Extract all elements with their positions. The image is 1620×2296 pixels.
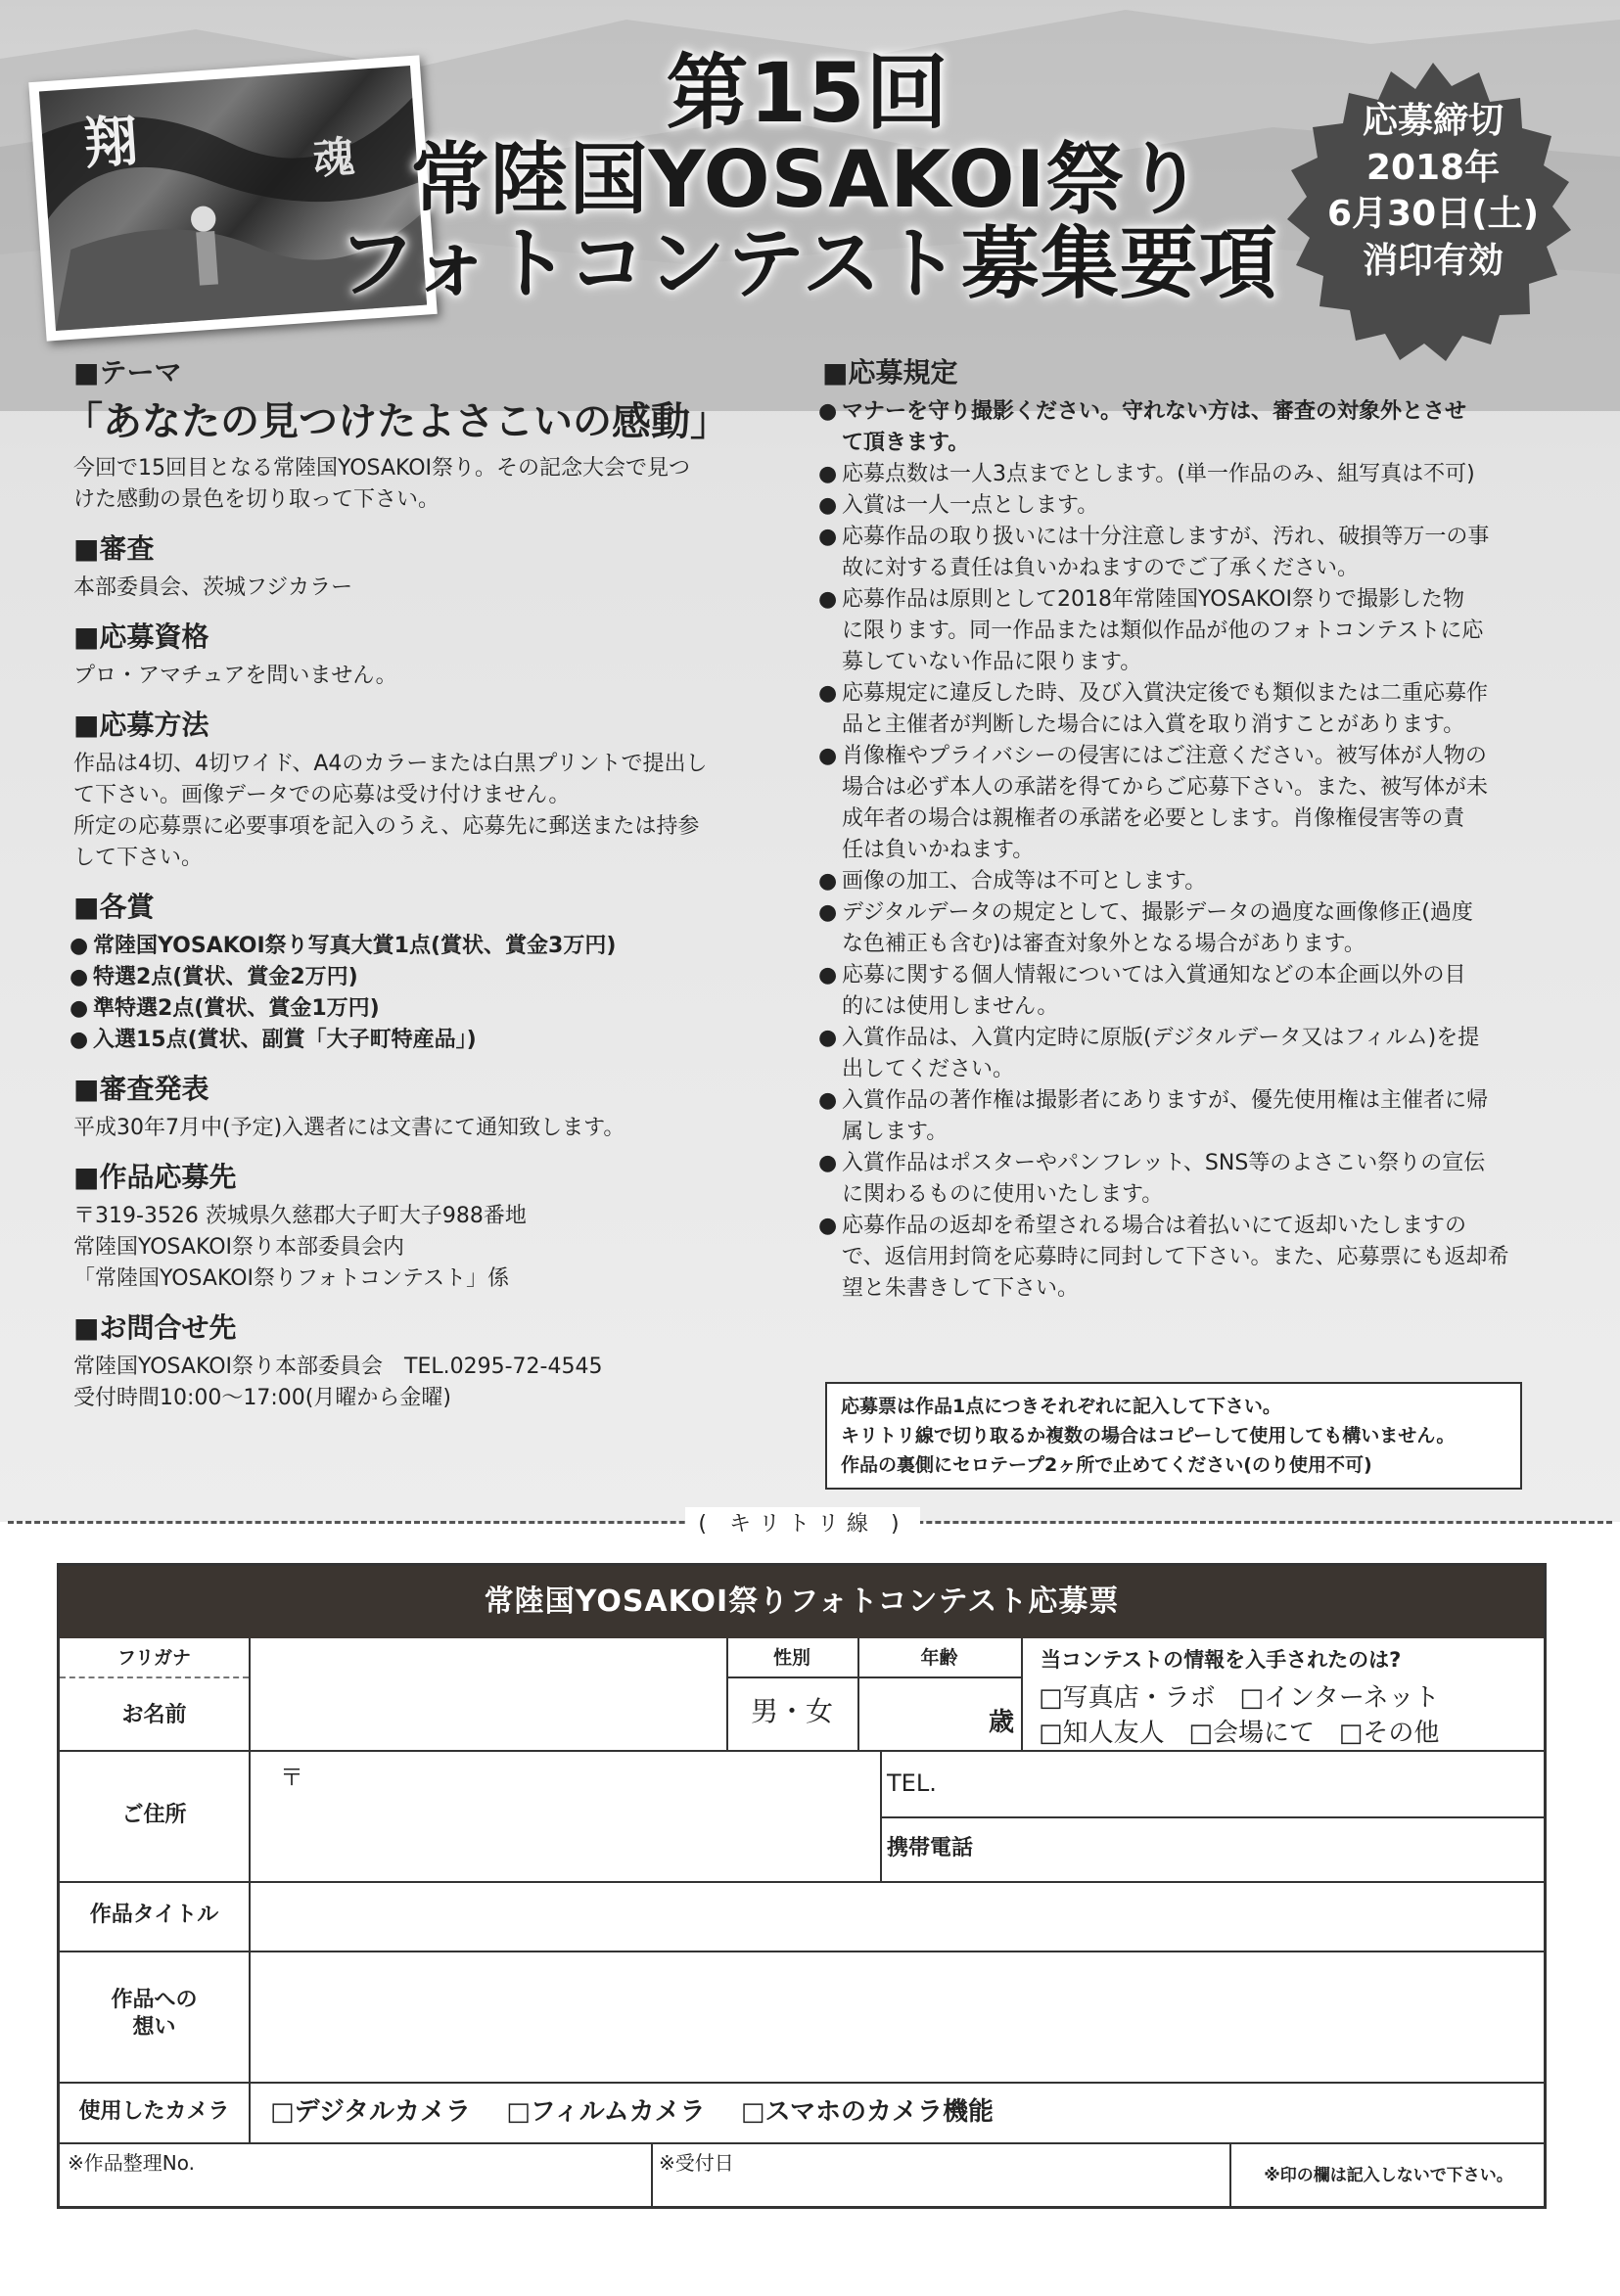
entry-note-box: 応募票は作品1点につきそれぞれに記入して下さい。 キリトリ線で切り取るか複数の場合はコピーして使用しても構いません。 作品の裏側にセロテープ2ヶ所で止めてください(のり使用不可) — [825, 1382, 1522, 1490]
page-title — [294, 45, 1321, 310]
admin-number-field: ※作品整理No. — [68, 2151, 195, 2175]
thoughts-field[interactable] — [251, 1952, 1543, 2080]
list-item: ● デジタルデータの規定として、撮影データの過度な画像修正(過度 な色補正も含む)は審査対象外となる場合があります。 — [822, 897, 1537, 960]
cut-line-label: ( キリトリ線 ) — [685, 1507, 920, 1538]
camera-smartphone-checkbox[interactable]: □スマホのカメラ機能 — [740, 2097, 994, 2127]
source-friend-checkbox[interactable]: □知人友人 — [1039, 1719, 1165, 1748]
rules-list — [822, 396, 1537, 1305]
received-date-field: ※受付日 — [659, 2151, 734, 2175]
cut-line — [0, 1507, 1620, 1537]
gender-select[interactable]: 男・女 — [750, 1695, 833, 1727]
work-title-field[interactable] — [251, 1883, 1543, 1949]
tel-field[interactable] — [887, 1752, 1543, 1814]
mobile-label: 携帯電話 — [887, 1836, 974, 1860]
list-item: ● 入選15点(賞状、副賞「大子町特産品」) — [73, 1025, 778, 1056]
age-field[interactable] — [857, 1683, 1014, 1742]
work-title-label: 作品タイトル — [89, 1903, 219, 1927]
mobile-field[interactable] — [887, 1818, 1543, 1879]
source-venue-checkbox[interactable]: □会場にて — [1188, 1719, 1315, 1748]
camera-label: 使用したカメラ — [78, 2099, 230, 2124]
address-label: ご住所 — [121, 1803, 187, 1827]
list-item: ● 常陸国YOSAKOI祭り写真大賞1点(賞状、賞金3万円) — [73, 931, 778, 962]
list-item: ● 肖像権やプライバシーの侵害にはご注意ください。被写体が人物の 場合は必ず本人の承諾を得てからご応募下さい。また、被写体が未 成年者の場合は親権者の承諾を必要とします。肖像権侵害等の責 任は負いかねます。 — [822, 741, 1537, 866]
list-item: ● 応募規定に違反した時、及び入賞決定後でも類似または二重応募作 品と主催者が判断した場合には入賞を取り消すことがあります。 — [822, 678, 1537, 741]
list-item: ● 入賞作品は、入賞内定時に原版(デジタルデータ又はフィルム)を提 出してください。 — [822, 1023, 1537, 1085]
theme-quote: 「あなたの見つけたよさこいの感動」 — [64, 398, 729, 444]
age-unit: 歳 — [988, 1708, 1014, 1737]
camera-options — [270, 2088, 1543, 2136]
svg-text:翔: 翔 — [81, 109, 141, 177]
list-item: ● 応募作品の返却を希望される場合は着払いにて返却いたしますの で、返信用封筒を応募時に同封して下さい。また、応募票にも返却希 望と朱書きして下さい。 — [822, 1211, 1537, 1305]
list-item: ● 入賞作品はポスターやパンフレット、SNS等のよさこい祭りの宣伝 に関わるものに使用いたします。 — [822, 1148, 1537, 1211]
name-field[interactable] — [251, 1679, 724, 1748]
prize-heading: ■各賞 — [73, 891, 155, 923]
theme-heading: ■テーマ — [73, 356, 182, 389]
deadline-text: 応募締切 2018年 6月30日(土) 消印有効 — [1326, 101, 1540, 281]
furigana-label: フリガナ — [116, 1647, 192, 1669]
camera-film-checkbox[interactable]: □フィルムカメラ — [506, 2097, 706, 2127]
judge-heading: ■審査 — [73, 532, 155, 565]
destination-heading: ■作品応募先 — [73, 1161, 237, 1193]
title-line-3: フォトコンテスト募集要項 — [337, 218, 1278, 310]
name-label: お名前 — [121, 1703, 187, 1727]
source-question: 当コンテストの情報を入手されたのは? — [1041, 1648, 1402, 1672]
list-item: ● 入賞作品の著作権は撮影者にありますが、優先使用権は主催者に帰 属します。 — [822, 1085, 1537, 1148]
prize-list — [73, 931, 778, 1056]
list-item: ● 応募に関する個人情報については入賞通知などの本企画以外の目 的には使用しません。 — [822, 960, 1537, 1023]
form-title: 常陸国YOSAKOI祭りフォトコンテスト応募票 — [60, 1566, 1544, 1638]
address-field[interactable] — [251, 1752, 878, 1879]
tel-label: TEL. — [887, 1769, 937, 1797]
method-heading: ■応募方法 — [73, 709, 209, 741]
title-line-1: 第15回 — [666, 45, 949, 141]
list-item: ● 準特選2点(賞状、賞金1万円) — [73, 993, 778, 1025]
gender-label: 性別 — [772, 1647, 810, 1669]
svg-text:魂: 魂 — [311, 132, 356, 185]
source-photo-shop-checkbox[interactable]: □写真店・ラボ — [1039, 1683, 1216, 1713]
rules-heading: ■応募規定 — [822, 356, 958, 389]
left-column: ■テーマ 「あなたの見つけたよさこいの感動」 今回で15回目となる常陸国YOSAKOI祭り。その記念大会で見つ けた感動の景色を切り取って下さい。 ■審査 本部委員会、茨城フジカラー ■応募資格 プロ・アマチュアを問いません。 ■応募方法 作品は4切、4切ワイド、A4のカラーまたは白黒プリントで提出し て下さい。画像データでの応募は受け付けません。 所定の応募票に必要事項を記入のうえ、応募先に郵送または持参 して下さい。 ■各賞 ● 常陸国YOSAKOI祭り写真大賞1点(賞状、賞金3万円) ● 特選2点(賞状、賞金2万円) ● 準特選2点(賞状、賞金1万円) ● 入選15点(賞状、副賞「大子町特産品」) ■審査発表 平成30年7月中(予定)入選者には文書にて通知致します。 ■作品応募先 〒319-3526 茨城県久慈郡大子町大子988番地 常陸国YOSAKOI祭り本部委員会内 「常陸国YOSAKOI祭りフォトコンテスト」係 ■お問合せ先 常陸国YOSAKOI祭り本部委員会 TEL.0295-72-4545 受付時間10:00〜17:00(月曜から金曜) — [73, 357, 778, 1414]
announce-heading: ■審査発表 — [73, 1073, 209, 1105]
list-item: ● 応募作品は原則として2018年常陸国YOSAKOI祭りで撮影した物 に限ります。同一作品または類似作品が他のフォトコンテストに応 募していない作品に限ります。 — [822, 584, 1537, 678]
list-item: ● 画像の加工、合成等は不可とします。 — [822, 866, 1537, 897]
source-options-row2 — [1039, 1713, 1538, 1749]
list-item: ● 応募点数は一人3点までとします。(単一作品のみ、組写真は不可) — [822, 459, 1537, 490]
source-other-checkbox[interactable]: □その他 — [1338, 1719, 1440, 1748]
furigana-field[interactable] — [251, 1640, 724, 1676]
list-item: ● 特選2点(賞状、賞金2万円) — [73, 962, 778, 993]
entry-form — [57, 1563, 1547, 2209]
camera-digital-checkbox[interactable]: □デジタルカメラ — [270, 2097, 472, 2127]
right-column — [822, 357, 1537, 1305]
thoughts-label: 作品への 想い — [111, 1988, 198, 2040]
eligibility-heading: ■応募資格 — [73, 620, 209, 653]
source-internet-checkbox[interactable]: □インターネット — [1239, 1683, 1440, 1713]
contact-heading: ■お問合せ先 — [73, 1311, 237, 1344]
list-item: ● 応募作品の取り扱いには十分注意しますが、汚れ、破損等万一の事 故に対する責任は負いかねますのでご了承ください。 — [822, 522, 1537, 584]
age-label: 年齢 — [920, 1647, 958, 1669]
list-item: ● マナーを守り撮影ください。守れない方は、審査の対象外とさせ て頂きます。 — [822, 396, 1537, 459]
admin-note: ※印の欄は記入しないで下さい。 — [1264, 2166, 1513, 2185]
list-item: ● 入賞は一人一点とします。 — [822, 490, 1537, 522]
postal-mark: 〒 — [280, 1764, 303, 1791]
source-options-row1 — [1039, 1677, 1538, 1714]
title-line-2: 常陸国YOSAKOI祭り — [410, 133, 1205, 225]
